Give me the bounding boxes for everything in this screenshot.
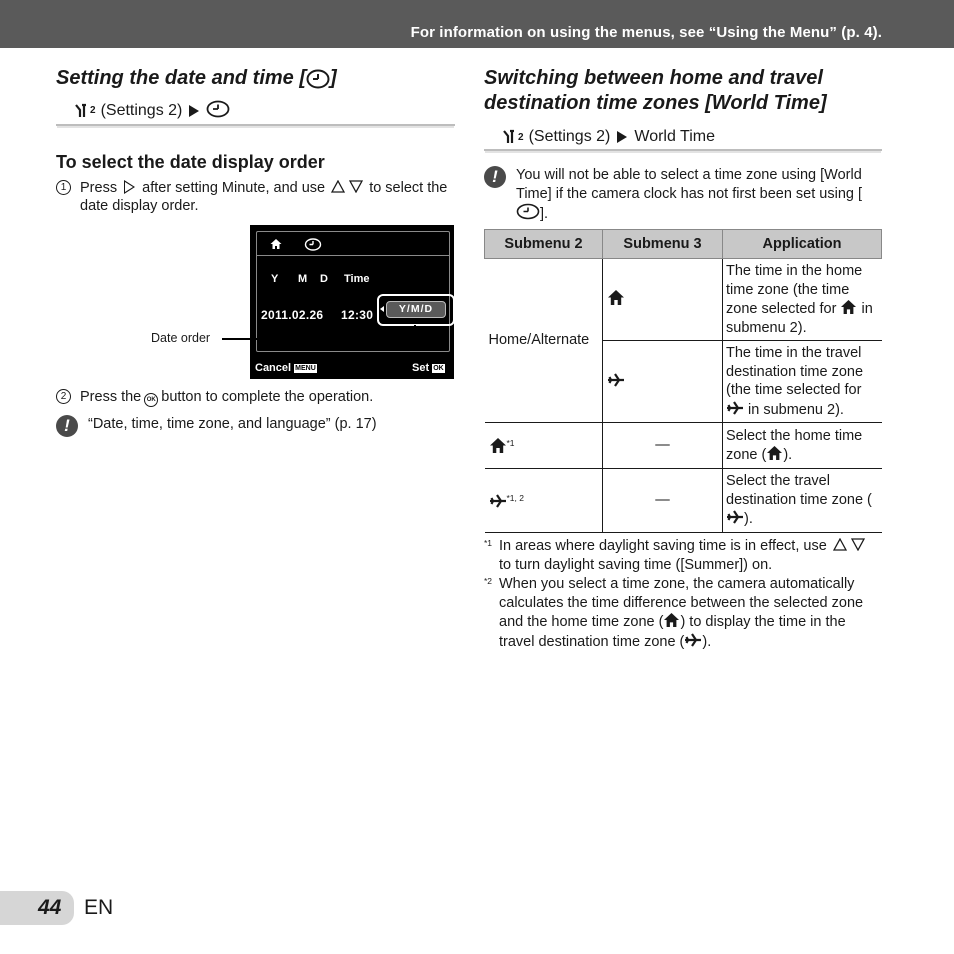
screen-set: Set OK [412,362,444,374]
settings-tool-icon: 2 [74,103,96,119]
settings-tool-icon: 2 [502,129,524,145]
home-icon [270,238,282,254]
page-number-tab [0,891,74,925]
menu-badge: MENU [295,365,316,372]
clock-icon [306,69,330,94]
home-icon [840,301,857,317]
table-header: Submenu 2 [485,230,603,259]
arrow-right-icon [124,180,135,194]
arrow-left-small-icon [380,306,384,312]
airplane-icon [726,511,744,527]
airplane-icon [607,374,625,390]
subheading-date-order: To select the date display order [56,152,325,172]
screen-time-value: 12:30 [341,308,374,322]
caution-icon: ! [56,415,78,437]
table-cell-home-icon [603,259,723,341]
section-title-world-time: Switching between home and travel destination time zones [World Time] [484,67,827,114]
date-order-label: Date order [151,331,211,345]
arrow-right-icon [189,105,199,117]
settings-target: World Time [634,128,715,145]
top-banner [0,0,954,48]
arrow-up-icon [331,180,345,193]
step-2: 2 Press the OK button to complete the operation. [56,388,455,407]
screen-cancel: Cancel MENU [255,362,316,374]
step-1: 1 Press after setting Minute, and use to select the date display order. [56,179,455,215]
table-cell-application: Select the travel destination time zone (). [723,469,882,533]
banner-text: For information on using the menus, see “Using the Menu” (p. 4). [410,24,882,41]
table-row [485,423,882,469]
page-number: 44 [38,896,62,919]
arrow-right-icon [617,131,627,143]
table-header: Application [723,230,882,259]
settings-label: (Settings 2) [100,101,183,119]
table-row [485,259,882,341]
clock-icon [304,238,322,255]
left-column [56,66,455,435]
footnote-2: *2 When you select a time zone, the camera automatically calculates the time difference between the selected zone and the home time zone ( ) to display the time in the travel destination time zone ( ). [484,576,864,650]
table-header-row [485,230,882,259]
arrow-up-icon [833,538,847,551]
step-number: 1 [56,180,71,195]
clock-icon [516,206,540,222]
leader-line-vertical [414,325,416,340]
airplane-icon [684,634,702,650]
screen-col-d: D [320,273,328,285]
footnotes [484,537,882,651]
note-world-time: ! You will not be able to select a time zone using [World Time] if the camera clock has not first been set using []. [484,166,882,224]
ok-button-icon: OK [144,393,158,407]
table-cell-dash: — [603,469,723,533]
screen-date-value: 2011.02.26 [261,308,324,322]
table-row [485,469,882,533]
table-cell-home-alternate: Home/Alternate [485,259,603,423]
settings-path-right [484,126,882,151]
home-icon [489,440,507,456]
airplane-icon [489,495,507,511]
table-cell-home-option: *1 [485,423,603,469]
airplane-icon [726,402,744,418]
camera-screen-illustration [250,225,454,379]
table-cell-airplane-option: *1, 2 [485,469,603,533]
settings-path-left [56,98,455,126]
world-time-table [484,229,882,533]
clock-icon [206,100,230,121]
ok-badge: OK [433,365,444,372]
right-column [484,66,882,650]
table-cell-application: The time in the home time zone (the time zone selected for in submenu 2). [723,259,882,341]
table-cell-application: Select the home time zone ( ). [723,423,882,469]
leader-line [222,338,416,340]
screen-order-value: Y/M/D [386,301,446,318]
home-icon [766,447,783,463]
page-language: EN [84,896,114,919]
arrow-down-icon [851,538,865,551]
footnote-1: *1 In areas where daylight saving time is in effect, use to turn daylight saving time ([Summer]) on. [484,537,882,574]
table-cell-airplane-icon [603,341,723,423]
screen-col-y: Y [271,273,279,285]
caution-icon: ! [484,166,506,188]
note-date-time-ref: ! “Date, time, time zone, and language” (p. 17) [56,415,455,434]
screen-col-m: M [298,273,308,285]
section-title-date-time: Setting the date and time [ ] [56,66,455,94]
table-header: Submenu 3 [603,230,723,259]
home-icon [607,292,625,308]
arrow-down-icon [349,180,363,193]
step-number: 2 [56,389,71,404]
settings-label: (Settings 2) [528,128,611,145]
screen-col-time: Time [344,273,370,285]
table-cell-application: The time in the travel destination time zone (the time selected for in submenu 2). [723,341,882,423]
table-cell-dash: — [603,423,723,469]
home-icon [663,614,680,630]
